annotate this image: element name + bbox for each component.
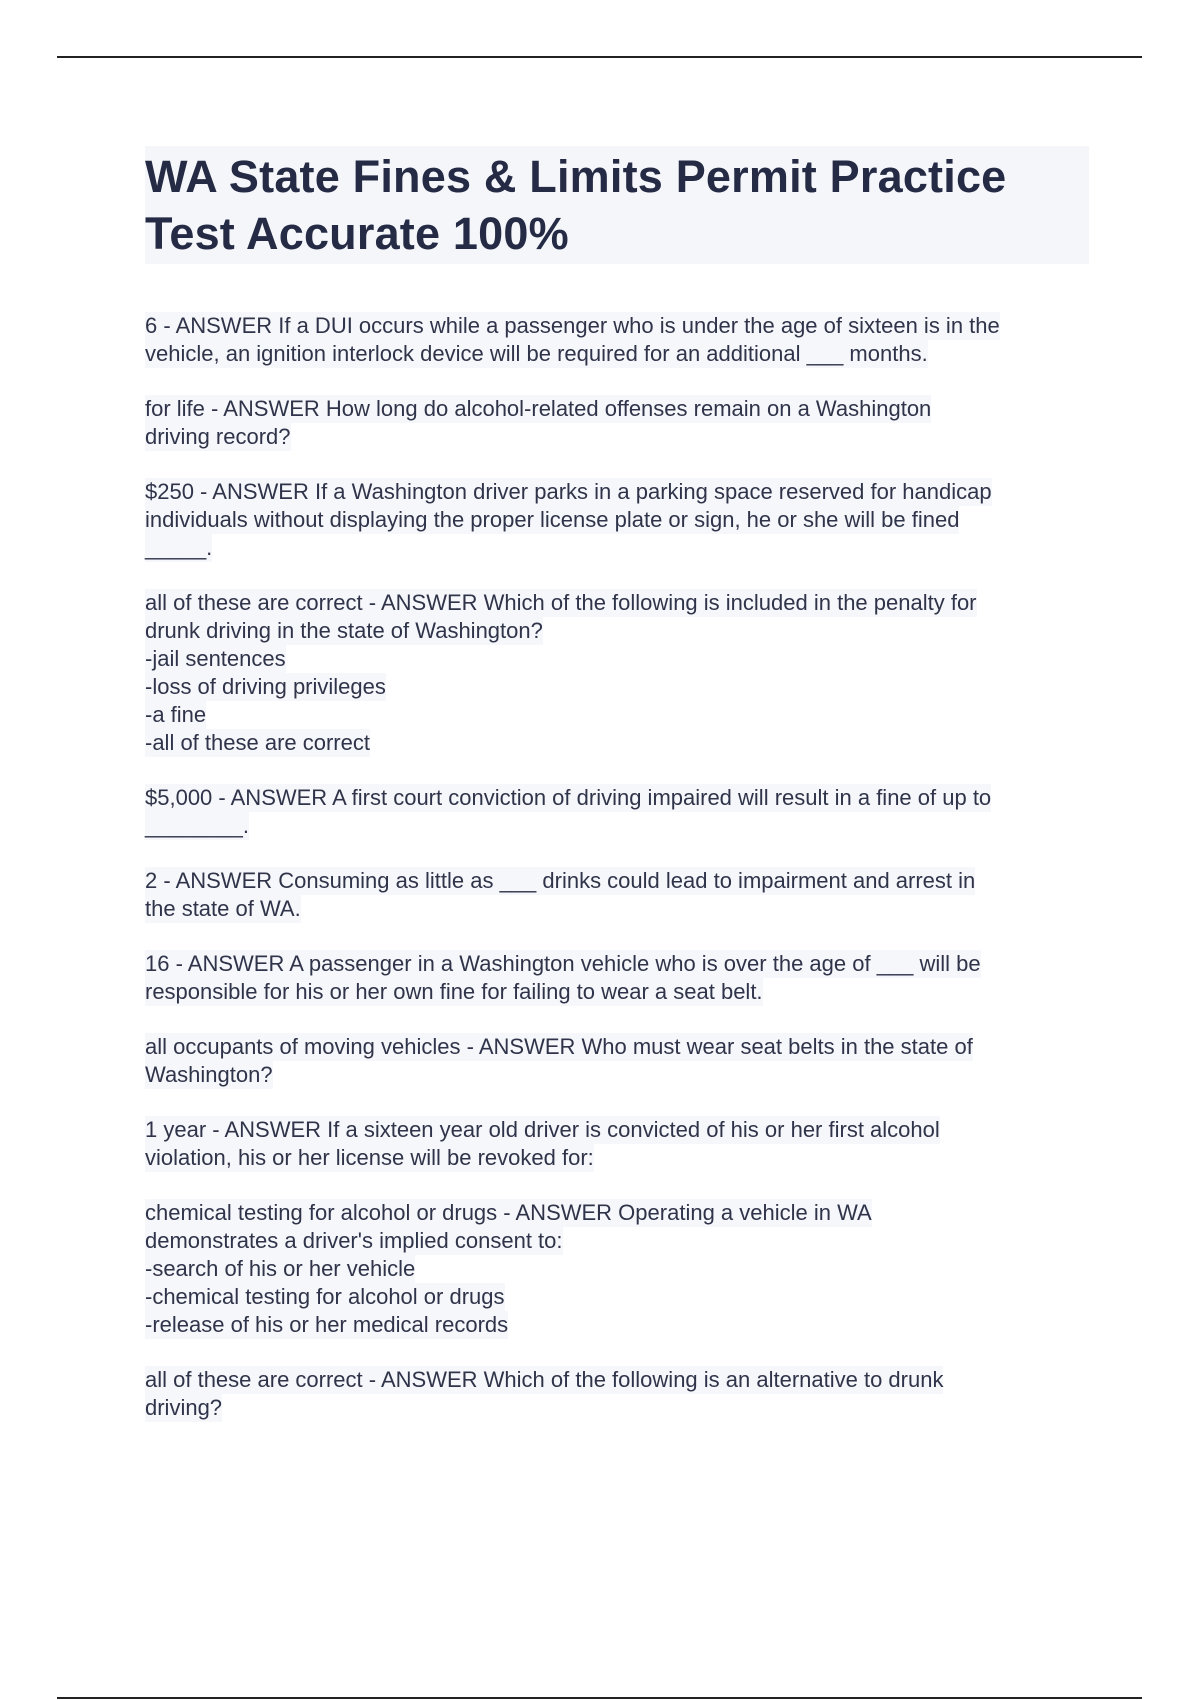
qa-line: Washington? xyxy=(145,1062,273,1087)
qa-line: -jail sentences xyxy=(145,646,286,671)
qa-line: 1 year - ANSWER If a sixteen year old driver is convicted of his or her first alcohol xyxy=(145,1117,940,1142)
qa-line: the state of WA. xyxy=(145,896,301,921)
qa-line: all of these are correct - ANSWER Which of the following is an alternative to drunk xyxy=(145,1367,944,1392)
qa-item xyxy=(145,1116,1089,1172)
qa-line: -all of these are correct xyxy=(145,730,370,755)
qa-item xyxy=(145,867,1089,923)
qa-item xyxy=(145,478,1089,562)
qa-line: responsible for his or her own fine for failing to wear a seat belt. xyxy=(145,979,763,1004)
qa-item xyxy=(145,784,1089,840)
qa-item xyxy=(145,312,1089,368)
top-rule xyxy=(57,56,1142,58)
qa-item xyxy=(145,950,1089,1006)
bottom-rule xyxy=(57,1697,1142,1699)
qa-line: $250 - ANSWER If a Washington driver parks in a parking space reserved for handicap xyxy=(145,479,992,504)
document-title: WA State Fines & Limits Permit Practice Test Accurate 100% xyxy=(145,151,1007,259)
qa-line: -chemical testing for alcohol or drugs xyxy=(145,1284,505,1309)
qa-list xyxy=(145,312,1089,1449)
qa-line: vehicle, an ignition interlock device will be required for an additional ___ months. xyxy=(145,341,928,366)
qa-line: all occupants of moving vehicles - ANSWER Who must wear seat belts in the state of xyxy=(145,1034,973,1059)
qa-line: for life - ANSWER How long do alcohol-related offenses remain on a Washington xyxy=(145,396,932,421)
qa-line: -release of his or her medical records xyxy=(145,1312,509,1337)
qa-line: driving? xyxy=(145,1395,223,1420)
qa-item xyxy=(145,1199,1089,1339)
qa-line: demonstrates a driver's implied consent to: xyxy=(145,1228,563,1253)
qa-line: all of these are correct - ANSWER Which of the following is included in the penalty for xyxy=(145,590,977,615)
qa-line: chemical testing for alcohol or drugs - ANSWER Operating a vehicle in WA xyxy=(145,1200,872,1225)
qa-item xyxy=(145,395,1089,451)
qa-line: -search of his or her vehicle xyxy=(145,1256,416,1281)
qa-line: 2 - ANSWER Consuming as little as ___ drinks could lead to impairment and arrest in xyxy=(145,868,976,893)
qa-item xyxy=(145,1033,1089,1089)
qa-line: -a fine xyxy=(145,702,207,727)
qa-line: -loss of driving privileges xyxy=(145,674,386,699)
qa-line: 6 - ANSWER If a DUI occurs while a passenger who is under the age of sixteen is in the xyxy=(145,313,1000,338)
qa-line: 16 - ANSWER A passenger in a Washington vehicle who is over the age of ___ will be xyxy=(145,951,981,976)
qa-line: individuals without displaying the proper license plate or sign, he or she will be fined xyxy=(145,507,960,532)
qa-line: drunk driving in the state of Washington? xyxy=(145,618,543,643)
qa-line: violation, his or her license will be revoked for: xyxy=(145,1145,594,1170)
qa-line: $5,000 - ANSWER A first court conviction of driving impaired will result in a fine of up to xyxy=(145,785,992,810)
qa-line: ________. xyxy=(145,813,249,838)
qa-item xyxy=(145,589,1089,757)
qa-line: driving record? xyxy=(145,424,291,449)
qa-item xyxy=(145,1366,1089,1422)
title-block xyxy=(145,146,1089,264)
qa-line: _____. xyxy=(145,535,213,560)
